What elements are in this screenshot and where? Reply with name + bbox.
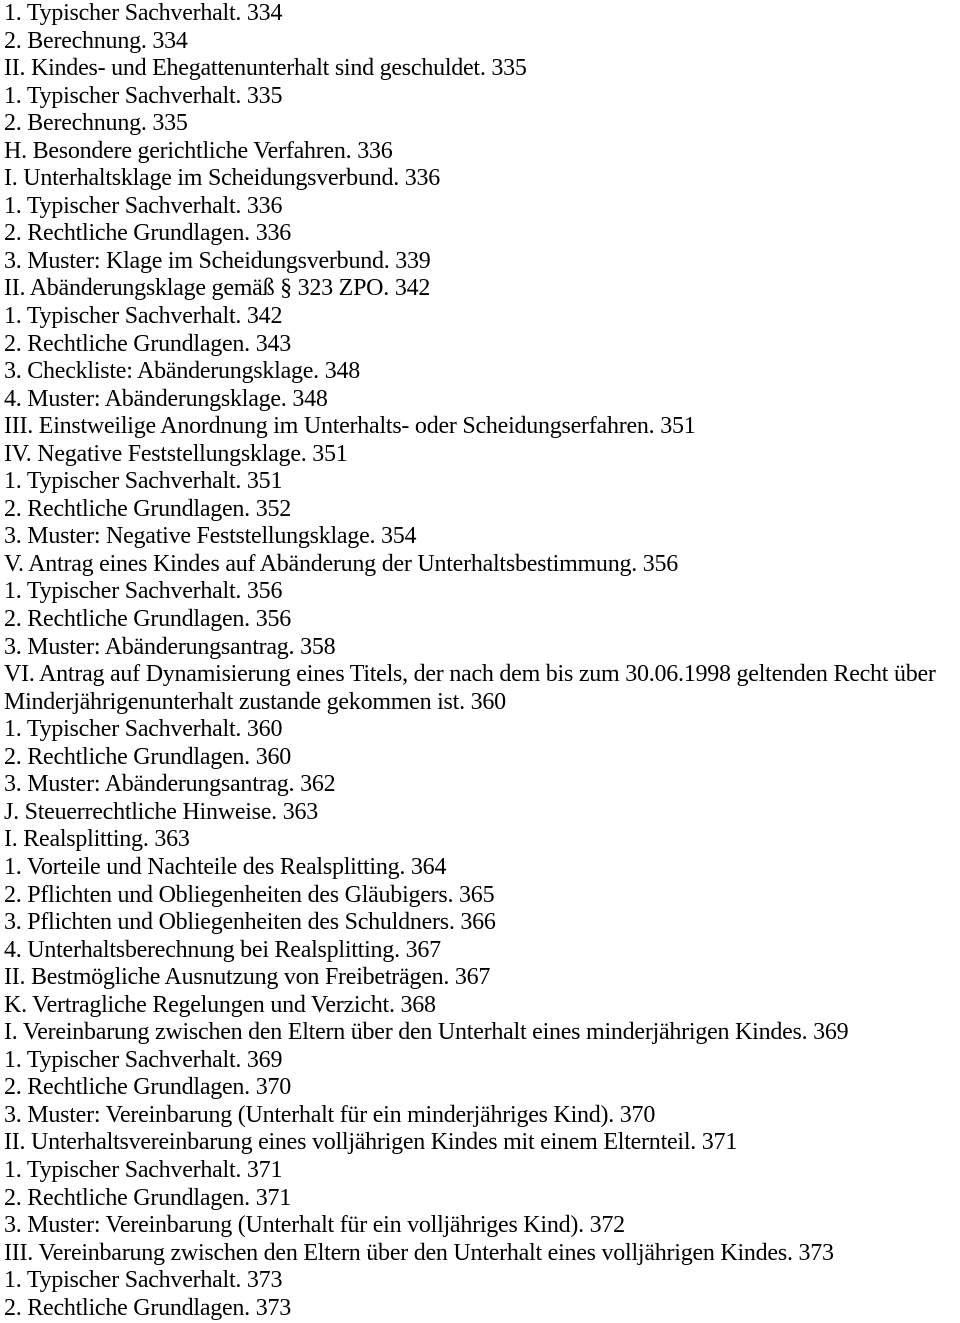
toc-entry-text: II. Kindes- und Ehegattenunterhalt sind geschuldet.: [4, 55, 486, 82]
toc-entry-page: 336: [246, 192, 283, 219]
toc-entry-page: 362: [300, 771, 336, 798]
toc-entry-page: 369: [813, 1019, 849, 1046]
toc-entry-text: 2. Berechnung.: [4, 110, 147, 137]
toc-entry-text: III. Einstweilige Anordnung im Unterhalts- oder Scheidungserfahren.: [4, 413, 655, 440]
toc-entry-text: V. Antrag eines Kindes auf Abänderung der Unterhaltsbestimmung.: [4, 550, 637, 577]
toc-entry-page: 356: [246, 578, 283, 605]
toc-entry-text: J. Steuerrechtliche Hinweise.: [4, 798, 277, 825]
toc-entry-page: 360: [470, 688, 506, 715]
toc-entry-text: 2. Rechtliche Grundlagen.: [4, 606, 250, 633]
toc-entry-text: 1. Typischer Sachverhalt.: [4, 0, 242, 26]
toc-entry-page: 335: [491, 55, 527, 82]
toc-entry: [4, 468, 960, 496]
toc-entry-text: 2. Rechtliche Grundlagen.: [4, 220, 250, 247]
toc-entry-text: II. Abänderungsklage gemäß § 323 ZPO.: [4, 275, 390, 302]
toc-entry-page: 371: [246, 1156, 283, 1183]
toc-entry: [4, 964, 960, 992]
toc-entry-text: 3. Muster: Abänderungsantrag.: [4, 633, 295, 660]
toc-entry: [4, 799, 960, 827]
toc-entry: [4, 28, 960, 56]
toc-entry-page: 354: [381, 523, 417, 550]
toc-entry-text: 3. Checkliste: Abänderungsklage.: [4, 358, 319, 385]
toc-entry: [4, 854, 960, 882]
toc-entry-text: 2. Rechtliche Grundlagen.: [4, 1184, 250, 1211]
toc-entry: [4, 275, 960, 303]
toc-entry-page: 336: [404, 165, 441, 192]
toc-entry: [4, 523, 960, 551]
toc-entry-text: Minderjährigenunterhalt zustande gekommen ist.: [4, 688, 465, 715]
toc-entry: [4, 1185, 960, 1213]
toc-entry-page: 351: [246, 468, 283, 495]
toc-entry-text: 1. Typischer Sachverhalt.: [4, 716, 242, 743]
toc-entry: [4, 661, 960, 689]
toc-entry-page: 358: [300, 633, 336, 660]
toc-entry: [4, 826, 960, 854]
toc-entry: [4, 1047, 960, 1075]
toc-entry-page: 373: [255, 1294, 291, 1321]
toc-entry: [4, 1074, 960, 1102]
toc-entry-page: 348: [324, 358, 360, 385]
toc-entry: [4, 220, 960, 248]
toc-entry: [4, 992, 960, 1020]
toc-entry: [4, 0, 960, 28]
toc-entry: [4, 441, 960, 469]
toc-entry: [4, 83, 960, 111]
toc-entry: [4, 1267, 960, 1295]
toc-entry-page: 334: [246, 0, 283, 26]
toc-entry-text: 2. Pflichten und Obliegenheiten des Gläubigers.: [4, 881, 454, 908]
toc-entry: [4, 771, 960, 799]
toc-entry: [4, 496, 960, 524]
toc-entry-text: 3. Muster: Negative Feststellungsklage.: [4, 523, 376, 550]
toc-entry: [4, 358, 960, 386]
toc-entry-text: 3. Pflichten und Obliegenheiten des Schuldners.: [4, 909, 455, 936]
toc-entry-page: 351: [312, 440, 348, 467]
toc-entry: [4, 138, 960, 166]
toc-entry-page: 364: [410, 853, 447, 880]
toc-entry: [4, 1102, 960, 1130]
toc-entry: [4, 1019, 960, 1047]
toc-entry-text: I. Realsplitting.: [4, 826, 149, 853]
toc-entry: [4, 1212, 960, 1240]
toc-entry-text: 1. Typischer Sachverhalt.: [4, 192, 242, 219]
toc-entry: [4, 716, 960, 744]
toc-entry-text: 2. Rechtliche Grundlagen.: [4, 743, 250, 770]
toc-entry-text: 1. Typischer Sachverhalt.: [4, 578, 242, 605]
toc-entry-page: 335: [152, 110, 188, 137]
toc-entry-page: 352: [255, 495, 291, 522]
toc-entry-page: 371: [701, 1129, 738, 1156]
toc-entry: [4, 386, 960, 414]
toc-entry-text: 4. Unterhaltsberechnung bei Realsplitting.: [4, 936, 400, 963]
toc-entry-page: 351: [660, 413, 696, 440]
toc-entry-text: 2. Rechtliche Grundlagen.: [4, 1294, 250, 1321]
toc-entry: [4, 551, 960, 579]
toc-entry-page: 368: [400, 991, 436, 1018]
toc-entry-page: 372: [589, 1212, 625, 1239]
toc-entry: [4, 909, 960, 937]
toc-entry-text: 1. Typischer Sachverhalt.: [4, 303, 242, 330]
toc-entry: [4, 937, 960, 965]
toc-entry: [4, 578, 960, 606]
toc-entry: [4, 1295, 960, 1323]
toc-entry-text: 3. Muster: Vereinbarung (Unterhalt für ein minderjähriges Kind).: [4, 1101, 615, 1128]
toc-entry: [4, 55, 960, 83]
toc-entry-page: 339: [395, 247, 431, 274]
toc-entry: [4, 606, 960, 634]
toc-entry-page: 367: [405, 936, 441, 963]
toc-entry: [4, 248, 960, 276]
toc-entry-text: II. Bestmögliche Ausnutzung von Freibeträgen.: [4, 964, 450, 991]
toc-entry-page: 348: [292, 385, 328, 412]
toc-entry: [4, 331, 960, 359]
toc-entry-text: 2. Berechnung.: [4, 27, 147, 54]
toc-entry-page: 373: [798, 1239, 834, 1266]
toc-entry-page: [936, 661, 942, 687]
toc-entry-page: 365: [459, 881, 495, 908]
toc-entry-page: 335: [246, 82, 283, 109]
toc-entry-text: K. Vertragliche Regelungen und Verzicht.: [4, 991, 395, 1018]
toc-entry-page: 356: [642, 550, 679, 577]
toc-entry-text: 3. Muster: Klage im Scheidungsverbund.: [4, 247, 390, 274]
toc-entry-text: 1. Typischer Sachverhalt.: [4, 1267, 242, 1294]
toc-entry-text: 1. Typischer Sachverhalt.: [4, 468, 242, 495]
toc-entry: [4, 303, 960, 331]
toc-entry-page: 369: [246, 1046, 283, 1073]
toc-entry-page: 373: [246, 1267, 283, 1294]
toc-entry-text: 2. Rechtliche Grundlagen.: [4, 495, 250, 522]
toc-entry-text: I. Vereinbarung zwischen den Eltern über den Unterhalt eines minderjährigen Kindes.: [4, 1019, 808, 1046]
toc-entry: [4, 413, 960, 441]
toc-entry-text: IV. Negative Feststellungsklage.: [4, 440, 307, 467]
table-of-contents: [4, 0, 960, 1322]
toc-entry: [4, 1240, 960, 1268]
toc-entry-page: 334: [152, 27, 188, 54]
toc-entry-page: 343: [255, 330, 291, 357]
toc-entry: [4, 165, 960, 193]
toc-entry-page: 360: [255, 743, 291, 770]
toc-entry: [4, 1129, 960, 1157]
toc-entry-page: 363: [282, 798, 318, 825]
toc-entry-text: II. Unterhaltsvereinbarung eines volljährigen Kindes mit einem Elternteil.: [4, 1129, 697, 1156]
toc-entry-text: 1. Typischer Sachverhalt.: [4, 1046, 242, 1073]
toc-entry-text: 1. Vorteile und Nachteile des Realsplitting.: [4, 853, 406, 880]
toc-entry-text: 2. Rechtliche Grundlagen.: [4, 1074, 250, 1101]
toc-entry-page: 336: [357, 137, 393, 164]
toc-entry-page: 366: [460, 909, 496, 936]
toc-entry-page: 356: [255, 606, 291, 633]
toc-entry: [4, 110, 960, 138]
toc-entry-page: 360: [246, 716, 283, 743]
toc-entry: [4, 193, 960, 221]
toc-entry-text: 1. Typischer Sachverhalt.: [4, 82, 242, 109]
toc-entry: [4, 689, 960, 717]
toc-entry-page: 367: [454, 964, 491, 991]
toc-entry-page: 371: [255, 1184, 291, 1211]
toc-entry-page: 370: [619, 1101, 656, 1128]
toc-entry: [4, 744, 960, 772]
toc-entry-text: 3. Muster: Vereinbarung (Unterhalt für ein volljähriges Kind).: [4, 1212, 584, 1239]
toc-entry-page: 363: [154, 826, 190, 853]
toc-entry-text: 2. Rechtliche Grundlagen.: [4, 330, 250, 357]
toc-entry-text: 1. Typischer Sachverhalt.: [4, 1156, 242, 1183]
toc-entry-page: 370: [255, 1074, 291, 1101]
toc-entry-text: I. Unterhaltsklage im Scheidungsverbund.: [4, 165, 399, 192]
toc-entry: [4, 882, 960, 910]
toc-entry: [4, 1157, 960, 1185]
toc-entry-text: 3. Muster: Abänderungsantrag.: [4, 771, 295, 798]
toc-entry-text: III. Vereinbarung zwischen den Eltern über den Unterhalt eines volljährigen Kindes.: [4, 1239, 793, 1266]
toc-entry-text: 4. Muster: Abänderungsklage.: [4, 385, 287, 412]
toc-entry-text: VI. Antrag auf Dynamisierung eines Titels, der nach dem bis zum 30.06.1998 geltenden Recht über: [4, 661, 936, 688]
toc-entry-text: H. Besondere gerichtliche Verfahren.: [4, 137, 352, 164]
toc-entry-page: 342: [246, 303, 283, 330]
toc-entry-page: 342: [394, 275, 431, 302]
toc-entry: [4, 634, 960, 662]
toc-entry-page: 336: [255, 220, 291, 247]
